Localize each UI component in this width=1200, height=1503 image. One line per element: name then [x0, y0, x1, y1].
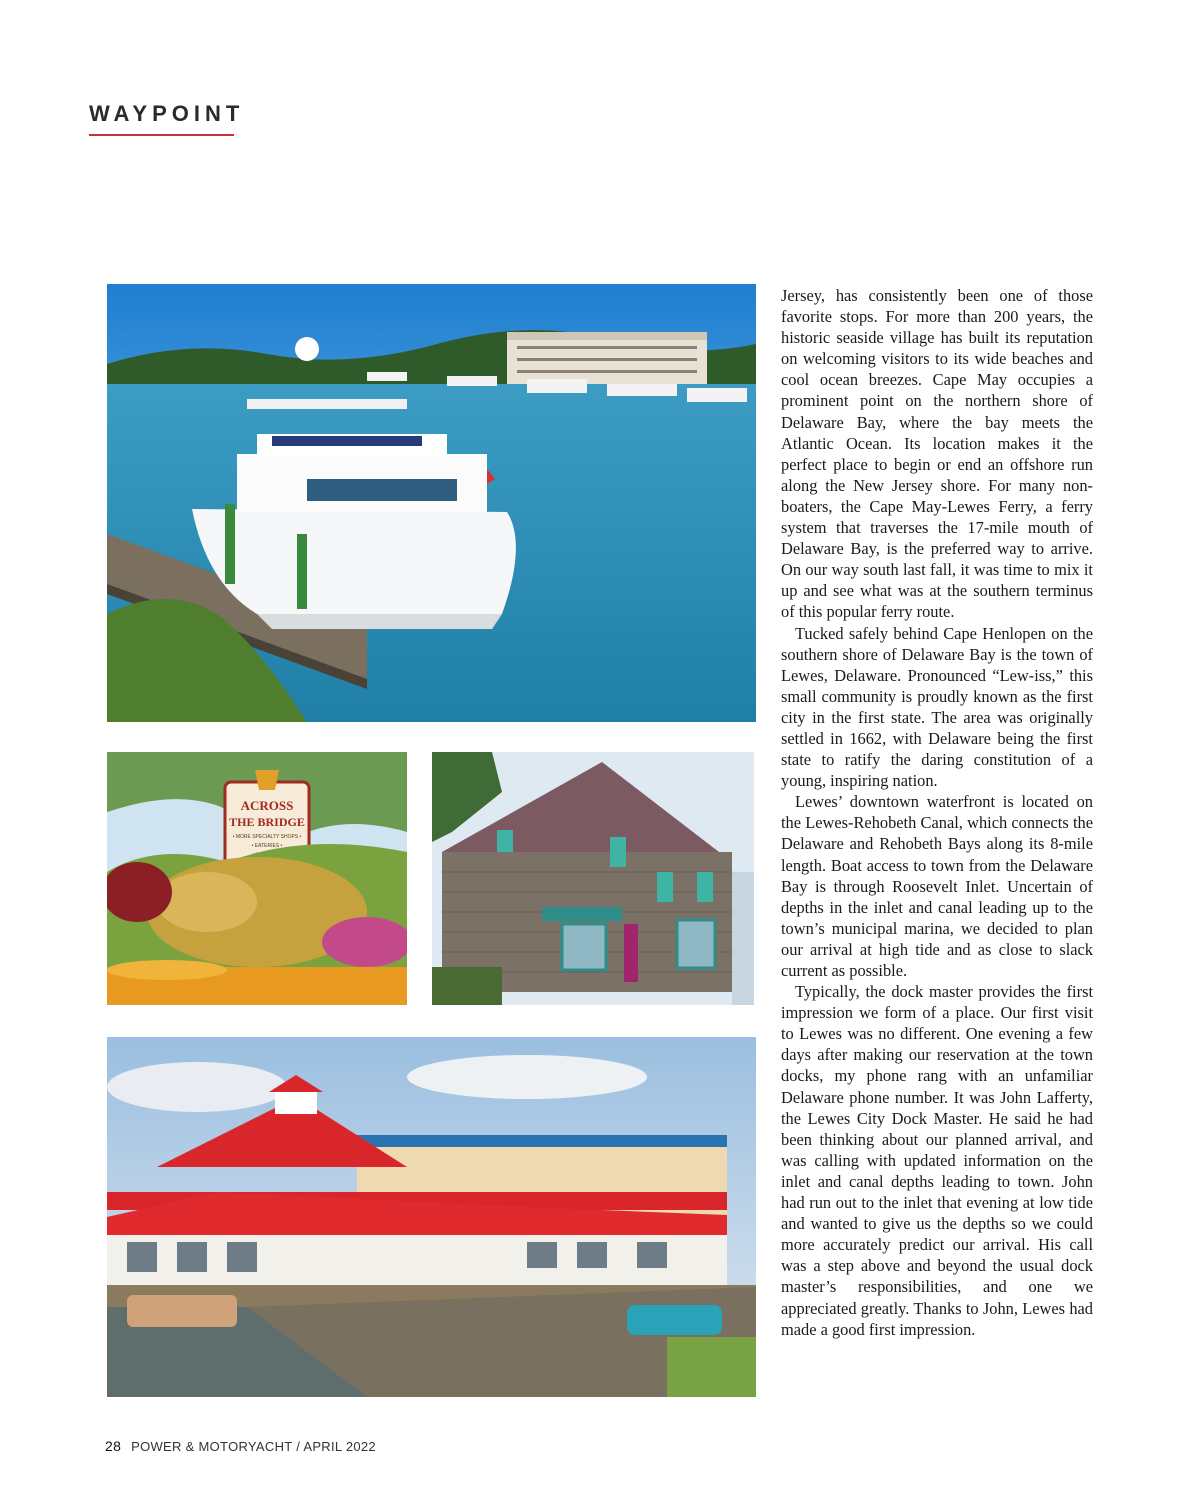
- svg-text:ACROSS: ACROSS: [240, 798, 294, 813]
- section-rule: [89, 134, 234, 136]
- issue-date: APRIL 2022: [303, 1439, 376, 1454]
- article-body: [781, 285, 1093, 1340]
- svg-text:THE BRIDGE: THE BRIDGE: [229, 815, 305, 829]
- article-paragraph: Tucked safely behind Cape Henlopen on the southern shore of Delaware Bay is the town of Lewes, Delaware. Pronounced “Lew-iss,” this small community is proudly known as the first city in the first state. The area was originally settled in 1662, with Delaware being the first state to ratify the daring constitution of a young, inspiring nation.: [781, 623, 1093, 791]
- shingled-shop-building-photo: [432, 752, 754, 1005]
- across-the-bridge-sign-photo: [107, 752, 407, 1005]
- article-paragraph: Lewes’ downtown waterfront is located on the Lewes-Rehobeth Canal, which connects the Delaware and Rehobeth Bays along its 8-mile length. Boat access to town from the Delaware Bay is through Roosevelt Inlet. Uncertain of depths in the inlet and canal leading up to the town’s municipal marina, we decided to plan our arrival at high tide and as close to slack current as possible.: [781, 792, 1093, 980]
- yacht-at-dock-photo: [107, 284, 756, 722]
- footer-separator: /: [296, 1439, 301, 1454]
- svg-text:• EATERIES •: • EATERIES •: [251, 843, 283, 849]
- page-footer: [105, 1438, 376, 1454]
- article-paragraph: Typically, the dock master provides the first impression we form of a place. Our first visit to Lewes was no different. One evening a few days after making our reservation at the town docks, my phone rang with an unfamiliar Delaware phone number. It was John Lafferty, the Lewes City Dock Master. He said he had been thinking about our planned arrival, and was calling with updated information on the inlet and canal depths leading to town. John had run out to the inlet that evening at low tide and wanted to give us the depths so we could more accurately predict our arrival. His call was a step above and beyond the usual dock master’s responsibilities, and one we appreciated greatly. Thanks to John, Lewes had made a good first impression.: [781, 982, 1093, 1339]
- article-paragraph: Jersey, has consistently been one of those favorite stops. For more than 200 years, the historic seaside village has built its reputation on welcoming visitors to its wide beaches and cool ocean breezes. Cape May occupies a prominent point on the northern shore of Delaware Bay, where the bay meets the Atlantic Ocean. Its location makes it the perfect place to begin or end an offshore run along the New Jersey shore. For many non-boaters, the Cape May-Lewes Ferry, a ferry system that traverses the 17-mile mouth of Delaware Bay, is the preferred way to arrive. On our way south last fall, it was time to mix it up and see what was at the southern terminus of this popular ferry route.: [781, 286, 1093, 622]
- section-label: WAYPOINT: [89, 101, 245, 126]
- svg-text:• MORE SPECIALTY SHOPS •: • MORE SPECIALTY SHOPS •: [232, 834, 302, 840]
- red-roof-waterfront-restaurant-photo: [107, 1037, 756, 1397]
- publication-name: POWER & MOTORYACHT: [131, 1439, 293, 1454]
- page-number: 28: [105, 1438, 122, 1454]
